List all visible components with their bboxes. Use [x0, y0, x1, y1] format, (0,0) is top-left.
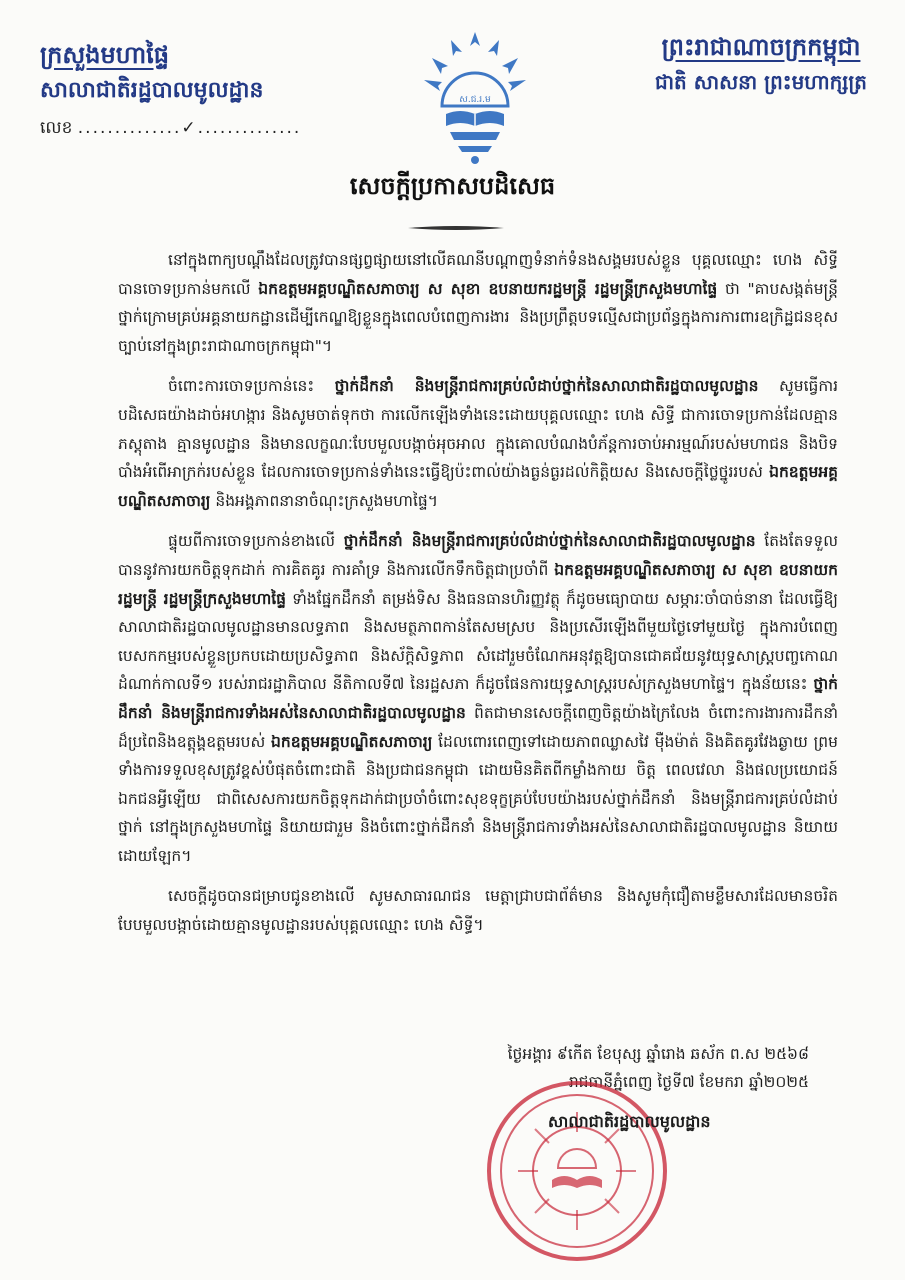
reference-number — [40, 116, 301, 140]
kingdom-name: ព្រះរាជាណាចក្រកម្ពុជា — [661, 33, 861, 61]
bold-text-run: ឯកឧត្ដមអគ្គបណ្ឌិតសភាចារ្យ — [118, 463, 838, 510]
text-run: ផ្ទុយពីការចោទប្រកាន់ខាងលើ — [168, 532, 344, 551]
text-run: ពិតជាមានសេចក្ដីពេញចិត្តយ៉ាងក្រៃលែង ចំពោះការងារការដឹកនាំដ៏ប្រពៃនិងឧត្តុង្គឧត្តមរបស់ — [118, 703, 838, 751]
ministry-name: ក្រសួងមហាផ្ទៃ — [40, 41, 170, 69]
paragraph-denial — [118, 372, 838, 515]
title-divider-ornament-icon — [408, 224, 504, 232]
school-name: សាលាជាតិរដ្ឋបាលមូលដ្ឋាន — [40, 78, 264, 103]
reference-label: លេខ — [40, 118, 73, 138]
paragraph-conclusion — [118, 882, 838, 939]
bold-text-run: ឯកឧត្ដមអគ្គបណ្ឌិតសភាចារ្យ — [271, 732, 433, 751]
text-run: ទាំងផ្នែកដឹកនាំ តម្រង់ទិស និងធនធានហិរញ្ញវត្ថុ ក៏ដូចមធ្យោបាយ សម្ភារៈចាំបាច់នានា ដែលធ្វើឱ្យសាលាជាតិរដ្ឋបាលមូលដ្ឋានមានលទ្ធភាព និងសមត្ថភាពកាន់តែសមស្រប និងប្រសើរឡើងពីមួយថ្ងៃទៅមួយថ្ងៃ ក្នុងការបំពេញបេសកកម្មរបស់ខ្លួនប្រកបដោយប្រសិទ្ធភាព និងស័ក្តិសិទ្ធភាព សំដៅរួមចំណែកអនុវត្តឱ្យបានជោគជ័យនូវយុទ្ធសាស្ត្របញ្ចកោណដំណាក់កាលទី១ របស់រាជរដ្ឋាភិបាល នីតិកាលទី៧ នៃរដ្ឋសភា ក៏ដូចផែនការយុទ្ធសាស្ត្ររបស់ក្រសួងមហាផ្ទៃ។ ក្នុងន័យនេះ — [118, 589, 838, 694]
text-run: តែងតែទទួលបាននូវការយកចិត្តទុកដាក់ ការគិតគូរ ការគាំទ្រ និងការលើកទឹកចិត្តជាប្រចាំពី — [118, 532, 838, 579]
text-run: នៅក្នុងពាក្យបណ្ដឹងដែលត្រូវបានផ្សព្វផ្សាយនៅលើគណនីបណ្ដាញទំនាក់ទំនងសង្គមរបស់ខ្លួន បុគ្គលឈ្មោះ ហេង សិទ្ធី បានចោទប្រកាន់មកលើ — [118, 251, 838, 298]
paragraph-allegation — [118, 246, 838, 360]
text-run: ដែលពោរពេញទៅដោយភាពឈ្លាសវៃ ម៉ឺងម៉ាត់ និងគិតគូរវែងឆ្ងាយ ព្រមទាំងការទទួលខុសត្រូវខ្ពស់បំផុតចំពោះជាតិ និងប្រជាជនកម្ពុជា ដោយមិនគិតពីកម្លាំងកាយ ចិត្ត ពេលវេលា និងផលប្រយោជន៍ឯកជនអ្វីឡើយ ជាពិសេសការយកចិត្តទុកដាក់ជាប្រចាំចំពោះសុខទុក្ខគ្រប់បែបយ៉ាងរបស់ថ្នាក់ដឹកនាំ និងមន្ត្រីរាជការគ្រប់លំដាប់ថ្នាក់ នៅក្នុងក្រសួងមហាផ្ទៃ និយាយជារួម និងចំពោះថ្នាក់ដឹកនាំ និងមន្ត្រីរាជការទាំងអស់នៃសាលាជាតិរដ្ឋបាលមូលដ្ឋាន និយាយដោយឡែក។ — [118, 732, 838, 865]
text-run: ថា "គាបសង្កត់មន្ត្រីថ្នាក់ក្រោមគ្រប់អគ្គនាយកដ្ឋានដើម្បីកេណ្ឌឱ្យខ្លួនក្នុងពេលបំពេញការងារ និងប្រព្រឹត្តបទល្មើសជាប្រព័ន្ធក្នុងការការពារឧក្រិដ្ឋជនខុសច្បាប់នៅក្នុងព្រះរាជាណាចក្រកម្ពុជា"។ — [118, 279, 839, 355]
text-run: សេចក្ដីដូចបានជម្រាបជូនខាងលើ សូមសាធារណជន មេត្តាជ្រាបជាព័ត៌មាន និងសូមកុំជឿតាមខ្លឹមសារដែលមានចរិតបែបមួលបង្កាច់ដោយគ្មានមូលដ្ឋានរបស់បុគ្គលឈ្មោះ ហេង សិទ្ធី។ — [118, 887, 838, 935]
ministry-header — [40, 40, 301, 140]
bold-text-run: ថ្នាក់ដឹកនាំ និងមន្ត្រីរាជការគ្រប់លំដាប់ថ្នាក់នៃសាលាជាតិរដ្ឋបាលមូលដ្ឋាន — [334, 377, 759, 396]
solar-date: រាជធានីភ្នំពេញ ថ្ងៃទី៧ ខែមករា ឆ្នាំ២០២៥ — [568, 1073, 809, 1091]
kingdom-header — [655, 32, 867, 96]
bold-text-run: ឯកឧត្ដមអគ្គបណ្ឌិតសភាចារ្យ ស សុខា ឧបនាយករដ្ឋមន្ត្រី រដ្ឋមន្ត្រីក្រសួងមហាផ្ទៃ — [258, 279, 718, 298]
text-run: សូមធ្វើការបដិសេធយ៉ាងដាច់អហង្ការ និងសូមចាត់ទុកថា ការលើកឡើងទាំងនេះដោយបុគ្គលឈ្មោះ ហេង សិទ្ធី ជាការចោទប្រកាន់ដែលគ្មានភស្តុតាង គ្មានមូលដ្ឋាន និងមានលក្ខណៈបែបមួលបង្កាច់អុចអាល ក្នុងគោលបំណងបំភ័ន្តការចាប់អារម្មណ៍របស់មហាជន និងបិទបាំងអំពើអាក្រក់របស់ខ្លួន ដែលការចោទប្រកាន់ទាំងនេះធ្វើឱ្យប៉ះពាល់យ៉ាងធ្ងន់ធ្ងរដល់កិត្តិយស និងសេចក្ដីថ្លៃថ្នូររបស់ — [118, 377, 839, 482]
document-body — [118, 246, 838, 952]
text-run: ចំពោះការចោទប្រកាន់នេះ — [168, 377, 335, 396]
signatory: សាលាជាតិរដ្ឋបាលមូលដ្ឋាន — [548, 1112, 711, 1131]
bold-text-run: ថ្នាក់ដឹកនាំ និងមន្ត្រីរាជការទាំងអស់នៃសាលាជាតិរដ្ឋបាលមូលដ្ឋាន — [118, 675, 838, 722]
national-motto: ជាតិ សាសនា ព្រះមហាក្សត្រ — [655, 70, 867, 94]
bold-text-run: ថ្នាក់ដឹកនាំ និងមន្ត្រីរាជការគ្រប់លំដាប់ថ្នាក់នៃសាលាជាតិរដ្ឋបាលមូលដ្ឋាន — [343, 532, 756, 551]
lunar-date: ថ្ងៃអង្គារ ៩កើត ខែបុស្ស ឆ្នាំរោង ឆស័ក ព.ស ២៥៦៨ — [507, 1045, 809, 1063]
document-title: សេចក្ដីប្រកាសបដិសេធ — [349, 172, 556, 200]
reference-value: ..............✓.............. — [77, 118, 302, 138]
school-logo-icon — [420, 28, 530, 168]
logo-text: ស.ជ.រ.ម — [459, 95, 491, 105]
paragraph-support — [118, 527, 838, 870]
text-run: និងអង្គភាពនានាចំណុះក្រសួងមហាផ្ទៃ។ — [210, 491, 438, 510]
official-seal-icon — [482, 1076, 672, 1266]
bold-text-run: ឯកឧត្ដមអគ្គបណ្ឌិតសភាចារ្យ ស សុខា ឧបនាយករដ្ឋមន្ត្រី រដ្ឋមន្ត្រីក្រសួងមហាផ្ទៃ — [118, 560, 838, 608]
